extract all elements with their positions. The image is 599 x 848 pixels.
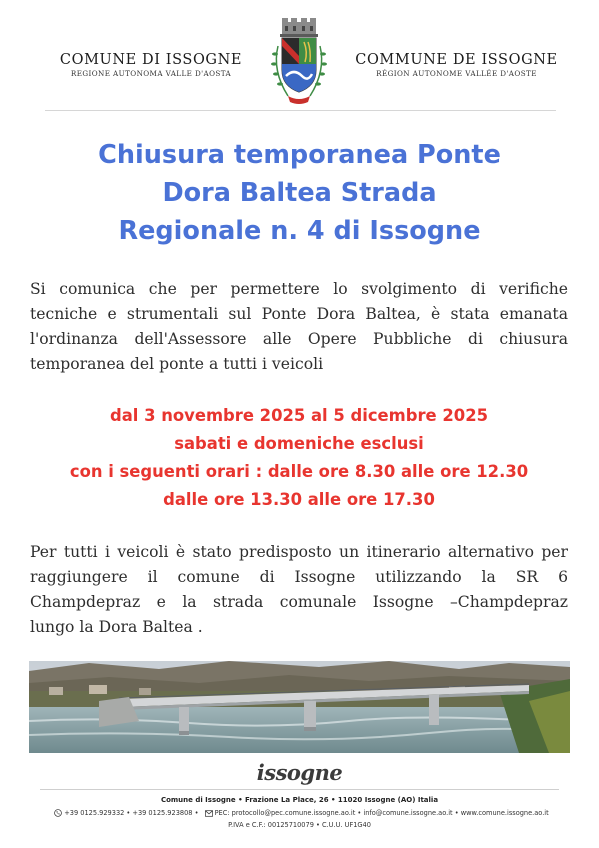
email-icon bbox=[205, 810, 213, 817]
letterhead-italian bbox=[40, 52, 262, 79]
region-name-italian: REGIONE AUTONOMA VALLE D'AOSTA bbox=[70, 69, 232, 78]
municipality-name-french: COMMUNE DE ISSOGNE bbox=[355, 52, 558, 68]
intro-line: tecniche e strumentali sul Ponte Dora Baltea, è stata emanata bbox=[30, 305, 568, 323]
footer-divider bbox=[40, 789, 559, 790]
detour-line: lungo la Dora Baltea . bbox=[30, 618, 203, 636]
notice-title-line: Chiusura temporanea Ponte bbox=[98, 140, 501, 170]
footer-email: PEC: protocollo@pec.comune.issogne.ao.it • info@comune.issogne.ao.it • www.comune.issogne.ao.it bbox=[214, 809, 549, 817]
letterhead-french bbox=[344, 52, 569, 79]
footer-contacts bbox=[40, 809, 559, 817]
schedule-line: dalle ore 13.30 alle ore 17.30 bbox=[163, 490, 435, 509]
bridge-photo bbox=[29, 661, 570, 753]
notice-title-line: Regionale n. 4 di Issogne bbox=[118, 216, 481, 246]
phone-icon bbox=[54, 809, 62, 817]
schedule-line: sabati e domeniche esclusi bbox=[174, 434, 424, 453]
intro-paragraph bbox=[30, 277, 568, 377]
detour-line: Champdepraz e la strada comunale Issogne –Champdepraz bbox=[30, 593, 568, 611]
detour-line: Per tutti i veicoli è stato predisposto un itinerario alternativo per bbox=[30, 543, 568, 561]
footer-phone: +39 0125.929332 • +39 0125.923808 • bbox=[64, 809, 199, 817]
header-divider bbox=[45, 110, 556, 111]
intro-line: Si comunica che per permettere lo svolgimento di verifiche bbox=[30, 280, 568, 298]
schedule-line: dal 3 novembre 2025 al 5 dicembre 2025 bbox=[109, 406, 489, 425]
municipality-name-italian: COMUNE DI ISSOGNE bbox=[59, 52, 243, 68]
detour-paragraph bbox=[30, 540, 568, 640]
closure-schedule bbox=[30, 402, 568, 514]
region-name-french: RÉGION AUTONOME VALLÉE D'AOSTE bbox=[376, 69, 537, 78]
intro-line: l'ordinanza dell'Assessore alle Opere Pubbliche di chiusura bbox=[30, 330, 568, 348]
schedule-line: con i seguenti orari : dalle ore 8.30 alle ore 12.30 bbox=[69, 462, 529, 481]
letterhead bbox=[0, 0, 599, 110]
notice-title bbox=[40, 136, 559, 250]
issogne-logo: issogne bbox=[256, 760, 343, 785]
municipal-coat-of-arms-icon bbox=[264, 16, 334, 108]
footer-address: Comune di Issogne • Frazione La Place, 26 • 11020 Issogne (AO) Italia bbox=[160, 796, 439, 804]
detour-line: raggiungere il comune di Issogne utilizzando la SR 6 bbox=[30, 568, 568, 586]
footer-fiscal: P.IVA e C.F.: 00125710079 • C.U.U. UF1G40 bbox=[228, 821, 371, 829]
notice-title-line: Dora Baltea Strada bbox=[162, 178, 437, 208]
intro-line: temporanea del ponte a tutti i veicoli bbox=[30, 355, 324, 373]
